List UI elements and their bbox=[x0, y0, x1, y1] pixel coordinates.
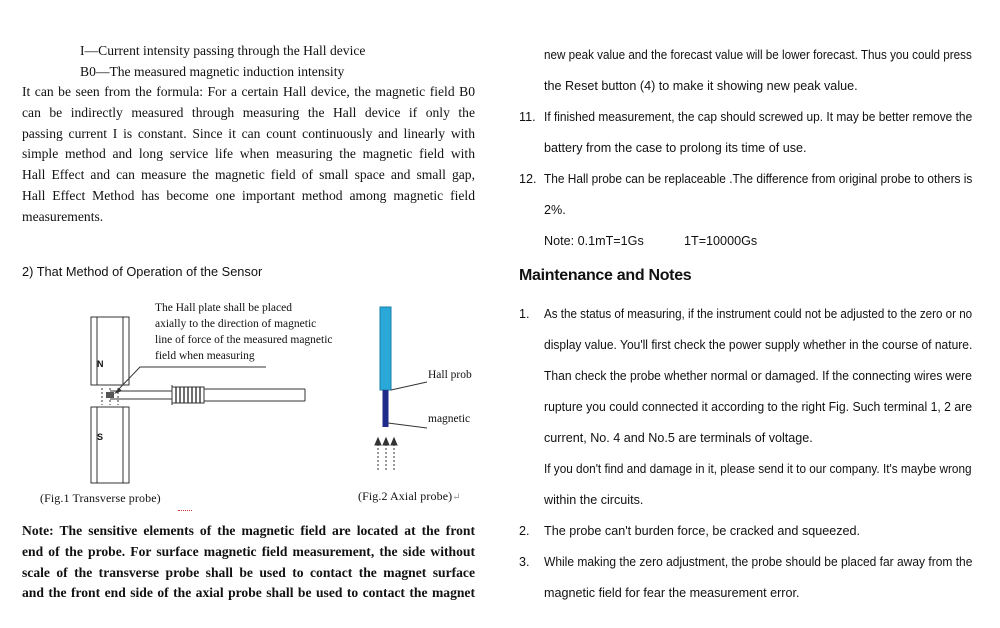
hall-effect-paragraph bbox=[22, 82, 475, 228]
section-heading: 2) That Method of Operation of the Sensor bbox=[22, 264, 263, 279]
m1-line: If you don't find and damage in it, please send it to our company. It's maybe wrong bbox=[544, 462, 972, 476]
right-top-line: the Reset button (4) to make it showing new peak value. bbox=[544, 79, 858, 93]
paragraph-line: passing current I is constant. Since it can count continuously and linearly with bbox=[22, 125, 475, 141]
callout-line: field when measuring bbox=[155, 350, 255, 362]
right-top-line: new peak value and the forecast value will be lower forecast. Thus you could press bbox=[544, 48, 972, 62]
unit-note-tesla: 1T=10000Gs bbox=[684, 234, 758, 248]
item-11-line: battery from the case to prolong its time of use. bbox=[544, 141, 807, 155]
item-11-line: If finished measurement, the cap should screwed up. It may be better remove the bbox=[544, 110, 973, 124]
m3-number: 3. bbox=[519, 555, 530, 569]
paragraph-line: It can be seen from the formula: For a certain Hall device, the magnetic field B0 bbox=[22, 84, 475, 99]
m1-line: rupture you could connected it according to the right Fig. Such terminal 1, 2 are bbox=[544, 400, 973, 414]
south-pole-label: S bbox=[97, 432, 104, 442]
m3-line: While making the zero adjustment, the probe should be placed far away from the bbox=[544, 555, 973, 569]
m1-number: 1. bbox=[519, 307, 530, 321]
fig2-caption-mark: ↵ bbox=[452, 492, 461, 503]
note-line: scale of the transverse probe shall be used to contact the magnet surface bbox=[22, 564, 475, 580]
fig2-caption bbox=[358, 489, 461, 504]
hall-plate-callout bbox=[155, 300, 333, 364]
fig1-caption: (Fig.1 Transverse probe) bbox=[40, 491, 161, 505]
note-line: Note: The sensitive elements of the magnetic field are located at the front bbox=[22, 523, 475, 538]
item-12-line: 2%. bbox=[544, 203, 566, 217]
m2-number: 2. bbox=[519, 524, 530, 538]
paragraph-line: simple method and long service life when measuring the magnetic field with bbox=[22, 146, 475, 162]
maintenance-heading: Maintenance and Notes bbox=[519, 267, 692, 284]
axial-probe-diagram bbox=[372, 305, 482, 470]
fig2-caption-text: (Fig.2 Axial probe) bbox=[358, 489, 453, 503]
paragraph-line: measurements. bbox=[22, 208, 104, 224]
m3-line: magnetic field for fear the measurement error. bbox=[544, 586, 800, 600]
formula-legend-induction: B0—The measured magnetic induction intensity bbox=[80, 64, 345, 79]
callout-line: The Hall plate shall be placed bbox=[155, 302, 292, 314]
item-12-line: The Hall probe can be replaceable .The difference from original probe to others is bbox=[544, 172, 973, 186]
note-line: end of the probe. For surface magnetic field measurement, the side without bbox=[22, 543, 475, 559]
m1-line: As the status of measuring, if the instrument could not be adjusted to the zero or no bbox=[544, 307, 973, 321]
callout-line: line of force of the measured magnetic bbox=[155, 334, 333, 346]
paragraph-line: Hall Effect and can measure the magnetic field of small space and small gap, bbox=[22, 167, 475, 183]
m1-line: current, No. 4 and No.5 are terminals of voltage. bbox=[544, 431, 813, 445]
fig1-caption-underline bbox=[178, 508, 192, 511]
m1-line: Than check the probe whether normal or damaged. If the connecting wires were bbox=[544, 369, 972, 383]
item-11-number: 11. bbox=[519, 110, 536, 124]
magnetic-label: magnetic bbox=[428, 413, 471, 425]
hall-probe-label: Hall prob bbox=[428, 369, 472, 381]
m2-line: The probe can't burden force, be cracked and squeezed. bbox=[544, 524, 861, 538]
north-pole-label: N bbox=[97, 359, 104, 369]
probe-tip bbox=[383, 390, 389, 427]
formula-legend-current: I—Current intensity passing through the Hall device bbox=[80, 43, 366, 58]
paragraph-line: Hall Effect Method has become one important method among magnetic field bbox=[22, 187, 475, 203]
note-paragraph bbox=[22, 521, 475, 604]
callout-line: axially to the direction of magnetic bbox=[155, 318, 317, 330]
note-line: and the front end side of the axial probe shall be used to contact the magnet bbox=[22, 585, 475, 601]
m1-line: display value. You'll first check the power supply whether in the course of nature. bbox=[544, 338, 973, 352]
unit-note-mt: Note: 0.1mT=1Gs bbox=[544, 234, 644, 248]
axial-probe-figure bbox=[372, 305, 482, 470]
m1-line: within the circuits. bbox=[544, 493, 644, 507]
paragraph-line: can be indirectly measured through measuring the Hall device if only the bbox=[22, 104, 475, 120]
item-12-number: 12. bbox=[519, 172, 537, 186]
probe-body bbox=[380, 307, 391, 390]
